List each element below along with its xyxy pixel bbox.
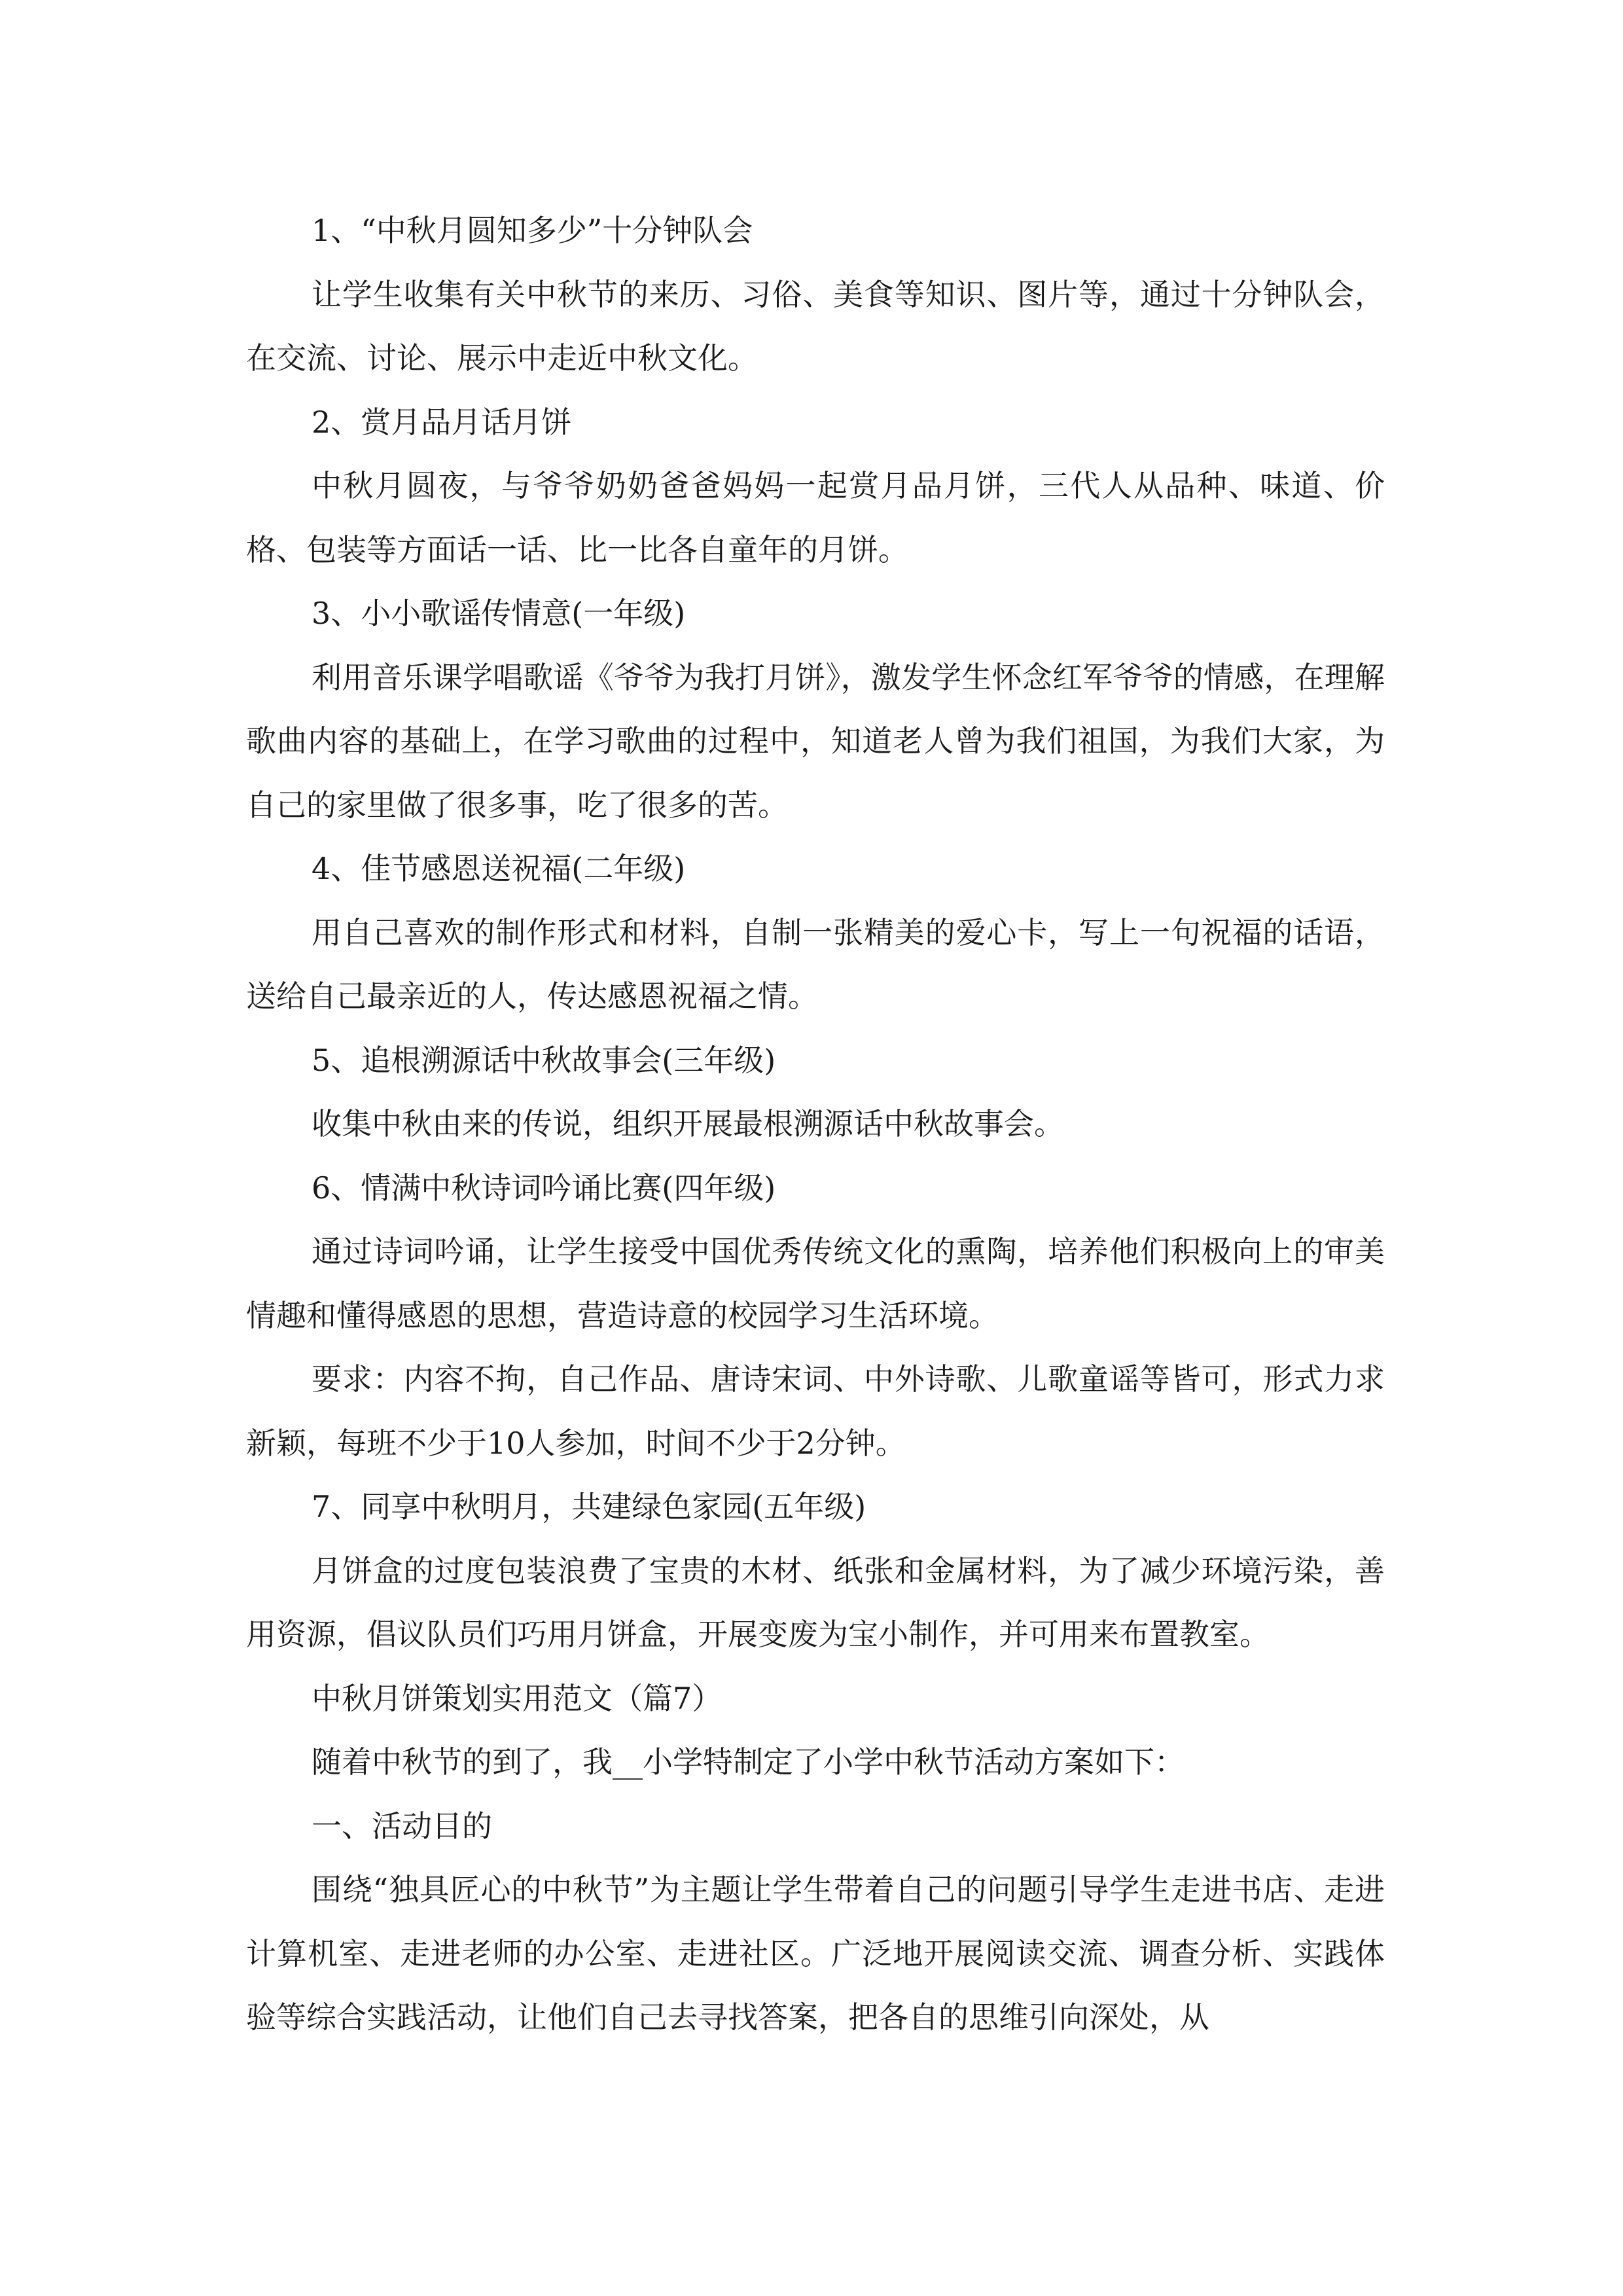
section-heading-purpose: 一、活动目的 [312,1808,492,1844]
section-heading-5: 5、追根溯源话中秋故事会(三年级) [312,1042,776,1078]
section-heading-6: 6、情满中秋诗词吟诵比赛(四年级) [312,1170,776,1206]
paragraph-3: 利用音乐课学唱歌谣《爷爷为我打月饼》，激发学生怀念红军爷爷的情感，在理解歌曲内容的基础上，在学习歌曲的过程中，知道老人曾为我们祖国，为我们大家，为自己的家里做了很多事，吃了很多的苦。 [246,659,1385,823]
paragraph-7: 月饼盒的过度包装浪费了宝贵的木材、纸张和金属材料，为了减少环境污染，善用资源，倡议队员们巧用月饼盒，开展变废为宝小制作，并可用来布置教室。 [246,1552,1385,1652]
intro-line: 随着中秋节的到了，我__小学特制定了小学中秋节活动方案如下： [312,1744,1185,1780]
section-heading-3: 3、小小歌谣传情意(一年级) [312,596,686,631]
article-title: 中秋月饼策划实用范文（篇7） [312,1680,722,1716]
section-heading-4: 4、佳节感恩送祝福(二年级) [312,851,686,886]
document-body [246,199,1385,2050]
paragraph-4: 用自己喜欢的制作形式和材料，自制一张精美的爱心卡，写上一句祝福的话语，送给自己最亲近的人，传达感恩祝福之情。 [246,914,1385,1014]
section-heading-1: 1、“中秋月圆知多少”十分钟队会 [312,213,753,248]
paragraph-5: 收集中秋由来的传说，组织开展最根溯源话中秋故事会。 [312,1106,1064,1141]
section-heading-2: 2、赏月品月话月饼 [312,404,572,440]
paragraph-6: 通过诗词吟诵，让学生接受中国优秀传统文化的熏陶，培养他们积极向上的审美情趣和懂得感恩的思想，营造诗意的校园学习生活环境。 [246,1234,1385,1333]
paragraph-requirements: 要求：内容不拘，自己作品、唐诗宋词、中外诗歌、儿歌童谣等皆可，形式力求新颖，每班不少于10人参加，时间不少于2分钟。 [246,1361,1385,1461]
section-heading-7: 7、同享中秋明月，共建绿色家园(五年级) [312,1489,866,1524]
paragraph-1: 让学生收集有关中秋节的来历、习俗、美食等知识、图片等，通过十分钟队会，在交流、讨论、展示中走近中秋文化。 [246,276,1385,376]
paragraph-purpose: 围绕“独具匠心的中秋节”为主题让学生带着自己的问题引导学生走进书店、走进计算机室、走进老师的办公室、走进社区。广泛地开展阅读交流、调查分析、实践体验等综合实践活动，让他们自己去寻找答案，把各自的思维引向深处，从 [246,1872,1385,2035]
paragraph-2: 中秋月圆夜，与爷爷奶奶爸爸妈妈一起赏月品月饼，三代人从品种、味道、价格、包装等方面话一话、比一比各自童年的月饼。 [246,468,1385,567]
